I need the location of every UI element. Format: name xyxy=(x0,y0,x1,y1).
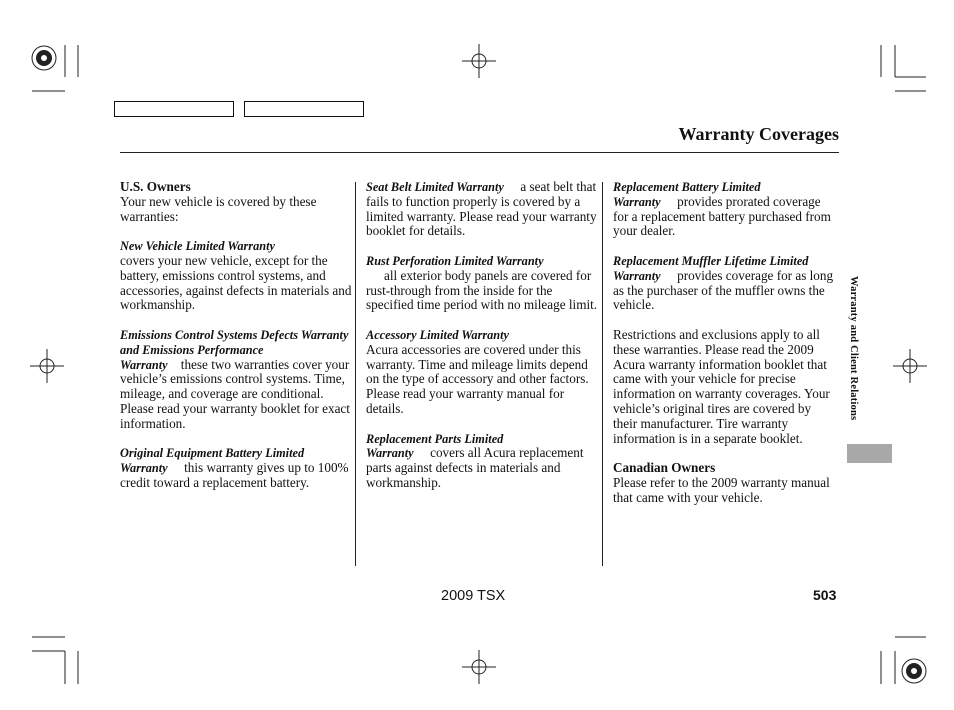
rust-warranty-text: all exterior body panels are covered for rust-through from the inside for the specified time period with no mileage limit. xyxy=(366,267,598,313)
us-owners-heading: U.S. Owners xyxy=(120,179,191,194)
title-rule xyxy=(120,152,839,153)
replacement-parts-warranty-section xyxy=(366,432,598,491)
accessory-warranty-text: Acura accessories are covered under this warranty. Time and mileage limits depend on the type of accessory and other factors. Please read your warranty manual for details. xyxy=(366,341,589,416)
canadian-owners-heading: Canadian Owners xyxy=(613,460,716,476)
replacement-battery-warranty-section xyxy=(613,180,837,239)
page-number: 503 xyxy=(813,587,837,603)
emissions-warranty-title: Emissions Control Systems Defects Warranty and Emissions Performance Warranty xyxy=(120,327,349,372)
us-owners-text: Your new vehicle is covered by these warranties: xyxy=(120,193,317,224)
side-tab-marker xyxy=(847,444,892,463)
rust-warranty-title: Rust Perforation Limited Warranty xyxy=(366,253,544,268)
accessory-warranty-title: Accessory Limited Warranty xyxy=(366,327,509,342)
oe-battery-warranty-title: Original Equipment Battery Limited Warranty xyxy=(120,446,305,476)
replacement-battery-warranty-text: provides prorated coverage for a replacement battery purchased from your dealer. xyxy=(613,193,831,239)
replacement-parts-warranty-text: covers all Acura replacement parts against defects in materials and workmanship. xyxy=(366,445,584,490)
footer-model: 2009 TSX xyxy=(441,588,506,604)
column-divider-2 xyxy=(602,182,603,566)
column-2 xyxy=(366,180,598,506)
new-vehicle-warranty-text: covers your new vehicle, except for the battery, emissions control systems, and accessories, against defects in materials and workmanship. xyxy=(120,252,352,313)
oe-battery-warranty-text: this warranty gives up to 100% credit toward a replacement battery. xyxy=(120,460,349,490)
oe-battery-warranty-section xyxy=(120,446,352,490)
emissions-warranty-text: these two warranties cover your vehicle’s emissions control systems. Time, mileage, and coverage are conditional. Please read your warranty booklet for exact information. xyxy=(120,356,350,431)
muffler-warranty-title: Replacement Muffler Lifetime Limited Warranty xyxy=(613,253,809,283)
accessory-warranty-section xyxy=(366,328,598,417)
emissions-warranty-section xyxy=(120,328,352,432)
column-1 xyxy=(120,180,352,506)
seat-belt-warranty-title: Seat Belt Limited Warranty xyxy=(366,180,504,194)
us-owners-section xyxy=(120,180,352,224)
new-vehicle-warranty-title: New Vehicle Limited Warranty xyxy=(120,239,275,254)
restrictions-text: Restrictions and exclusions apply to all these warranties. Please read the 2009 Acura warranty information booklet that came with your vehicle for precise information on warranty coverages. Your vehicle’s original tires are covered by their manufacturer. Tire warranty information is in a separate booklet. xyxy=(613,326,830,446)
tab-box-right xyxy=(244,101,364,117)
canadian-owners-text: Please refer to the 2009 warranty manual that came with your vehicle. xyxy=(613,474,830,505)
restrictions-section xyxy=(613,328,837,446)
rust-warranty-section xyxy=(366,254,598,313)
column-3 xyxy=(613,180,837,520)
column-divider-1 xyxy=(355,182,356,566)
muffler-warranty-section xyxy=(613,254,837,313)
page-title: Warranty Coverages xyxy=(678,124,839,144)
side-tab-label: Warranty and Client Relations xyxy=(848,276,859,421)
replacement-parts-warranty-title: Replacement Parts Limited Warranty xyxy=(366,431,504,461)
muffler-warranty-text: provides coverage for as long as the purchaser of the muffler owns the vehicle. xyxy=(613,267,834,313)
seat-belt-warranty-section xyxy=(366,180,598,239)
tab-box-left xyxy=(114,101,234,117)
seat-belt-warranty-text: a seat belt that fails to function properly is covered by a limited warranty. Please read your warranty booklet for details. xyxy=(366,179,597,239)
new-vehicle-warranty-section xyxy=(120,239,352,313)
replacement-battery-warranty-title: Replacement Battery Limited Warranty xyxy=(613,180,761,209)
canadian-owners-section xyxy=(613,461,837,505)
